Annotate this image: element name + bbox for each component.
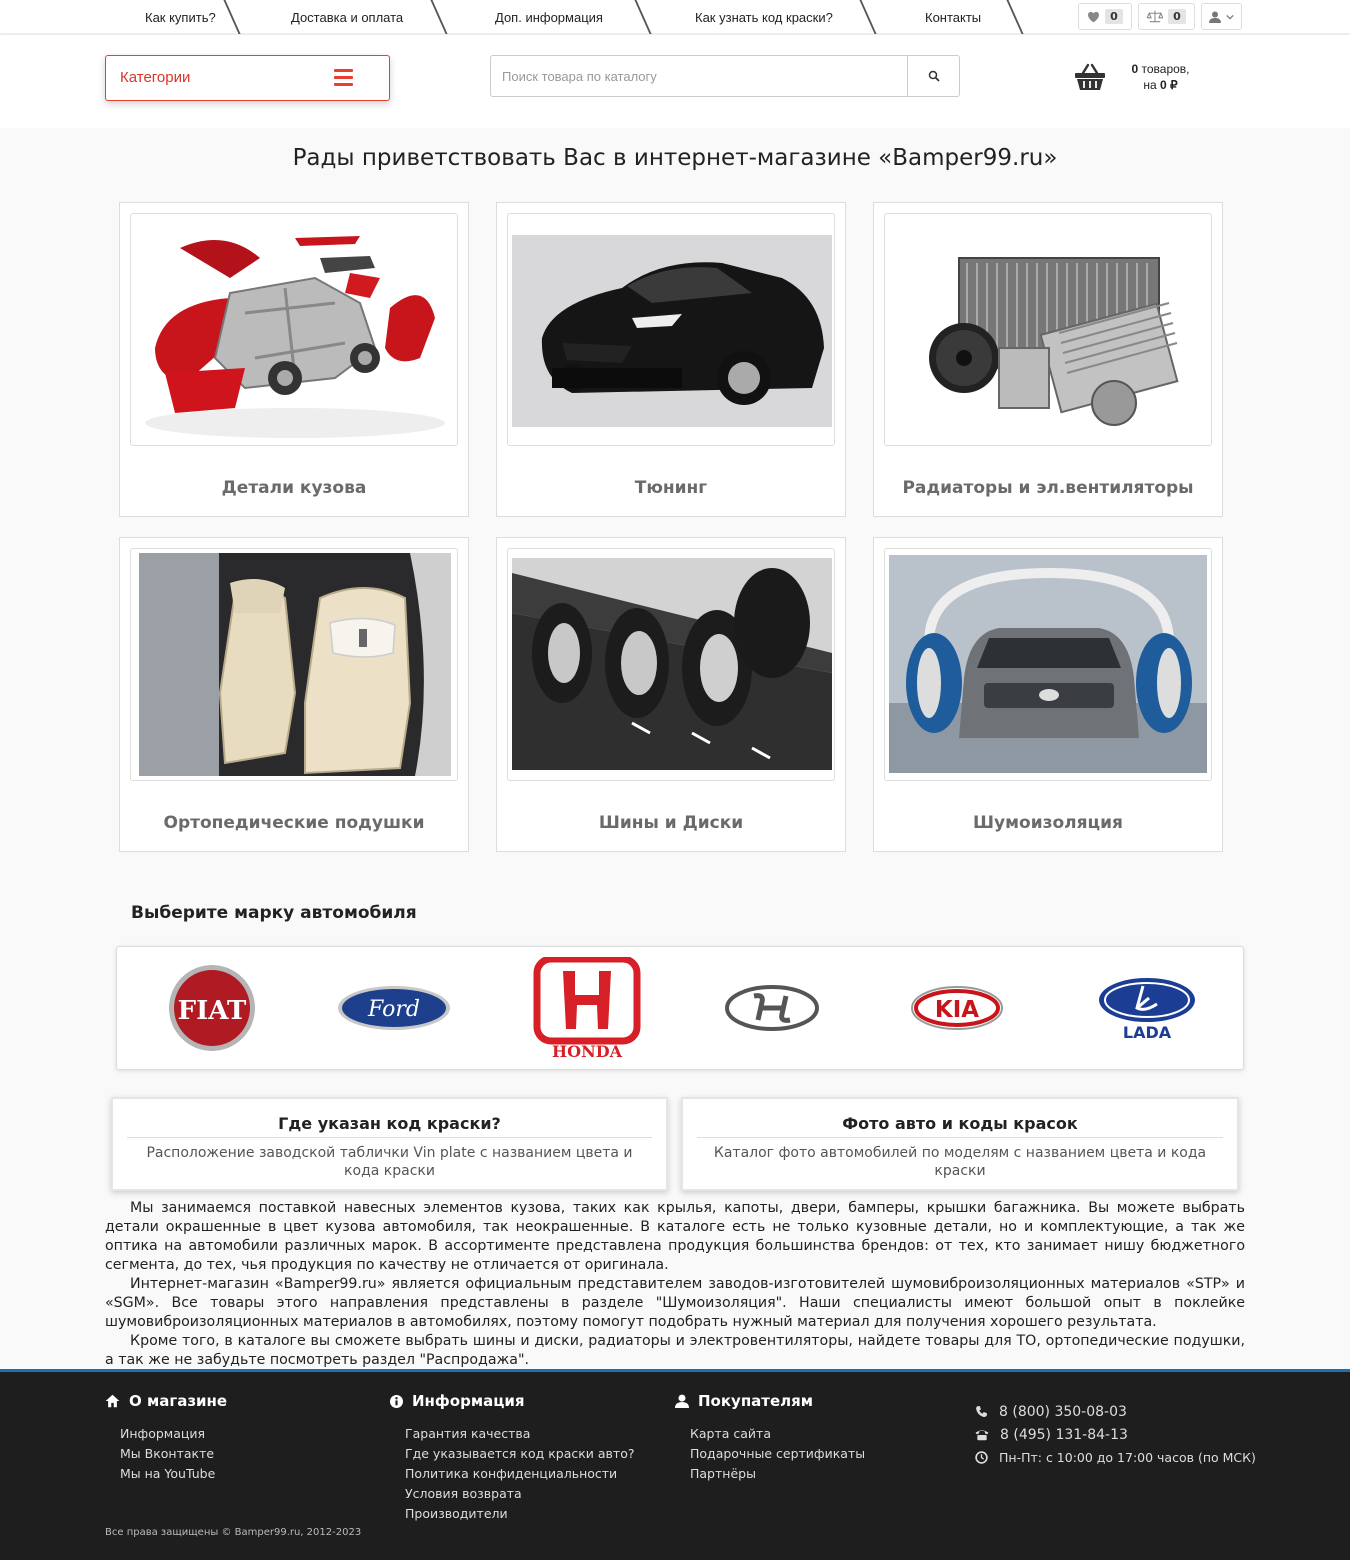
about-paragraph: Мы занимаемся поставкой навесных элементов кузова, таких как крылья, капоты, двери, бамперы, крышки багажника. Вы можете выбрать детали окрашенные в цвет кузова автомобиля, так неокрашенные. В каталоге есть не только кузовные детали, но и комплектующие, а так же оптика на автомобили различных марок. В ассортименте представлена продукция большинства брендов: от тех, кто занимает нишу бюджетного сегмента, до тех, чья продукция по качеству не отличается от оригинала. [105, 1200, 1245, 1273]
category-card-body-parts[interactable] [119, 202, 469, 517]
footer-contacts [975, 1400, 1256, 1469]
nav-separator [1006, 0, 1023, 34]
footer-link[interactable]: Информация [120, 1426, 206, 1441]
footer-column-customers [675, 1392, 865, 1484]
category-label: Шумоизоляция [973, 813, 1123, 833]
cart-summary[interactable] [1118, 61, 1203, 93]
tires-image [507, 548, 835, 781]
footer-link[interactable]: Условия возврата [405, 1486, 522, 1501]
footer-link[interactable]: Мы Вконтакте [120, 1446, 215, 1461]
cart-sum-prefix: на [1143, 78, 1160, 92]
category-card-soundproofing[interactable] [873, 537, 1223, 852]
search-input[interactable] [491, 56, 907, 96]
info-box-title: Где указан код краски? [127, 1114, 652, 1138]
brand-logo-honda[interactable] [527, 947, 647, 1069]
cart-count-suffix: товаров, [1138, 62, 1190, 76]
brand-name: FIAT [177, 996, 247, 1026]
copyright: Все права защищены © Bamper99.ru, 2012-2023 [105, 1527, 362, 1538]
search-form [490, 55, 960, 97]
phone-row [975, 1400, 1256, 1423]
nav-link-delivery[interactable]: Доставка и оплата [291, 10, 404, 25]
footer-column-info [390, 1392, 635, 1524]
clock-icon [975, 1451, 988, 1464]
footer-link[interactable]: Гарантия качества [405, 1426, 531, 1441]
category-label: Шины и Диски [598, 813, 744, 833]
info-box-title: Фото авто и коды красок [697, 1114, 1223, 1138]
brand-logo-ford[interactable] [332, 947, 457, 1069]
cart-sum: 0 ₽ [1159, 78, 1178, 92]
category-card-tuning[interactable] [496, 202, 846, 517]
heart-icon [1087, 11, 1100, 23]
footer-heading: О магазине [129, 1392, 228, 1410]
hours-row [975, 1446, 1256, 1469]
compare-count: 0 [1168, 9, 1186, 24]
site-header [0, 35, 1350, 128]
phone-row [975, 1423, 1256, 1446]
brand-logo-lada[interactable] [1092, 947, 1202, 1069]
nav-link-extra-info[interactable]: Доп. информация [495, 10, 603, 25]
user-menu-button[interactable] [1201, 3, 1242, 30]
footer-link[interactable]: Карта сайта [690, 1426, 771, 1441]
working-hours: Пн-Пт: с 10:00 до 17:00 часов (по МСК) [999, 1450, 1256, 1465]
footer-heading: Покупателям [698, 1392, 814, 1410]
brand-logo-hyundai[interactable] [717, 947, 827, 1069]
nav-separator [223, 0, 240, 34]
nav-link-paint-code[interactable]: Как узнать код краски? [695, 10, 833, 25]
categories-button[interactable] [105, 55, 390, 101]
about-paragraph: Кроме того, в каталоге вы сможете выбрать шины и диски, радиаторы и электровентиляторы, найдете товары для ТО, ортопедические подушки, а так же не забудьте посмотреть раздел "Распродажа". [105, 1333, 1245, 1368]
footer-link[interactable]: Где указывается код краски авто? [405, 1446, 635, 1461]
scales-icon [1147, 10, 1163, 23]
page-title: Рады приветствовать Вас в интернет-магазине «Bamper99.ru» [292, 145, 1058, 171]
home-icon [105, 1394, 120, 1408]
landline-phone-icon [975, 1429, 989, 1441]
nav-link-how-to-buy[interactable]: Как купить? [145, 10, 216, 25]
car-seat-pillows-image [130, 548, 458, 781]
footer-link[interactable]: Политика конфиденциальности [405, 1466, 618, 1481]
search-button[interactable] [907, 56, 959, 96]
brand-name: Ford [368, 997, 420, 1022]
user-icon [675, 1394, 689, 1408]
brands-title: Выберите марку автомобиля [131, 903, 417, 923]
category-label: Детали кузова [221, 478, 367, 498]
user-icon [1209, 11, 1221, 23]
category-card-radiators[interactable] [873, 202, 1223, 517]
nav-separator [634, 0, 651, 34]
footer-column-about [105, 1392, 227, 1484]
phone-number[interactable]: 8 (800) 350-08-03 [999, 1403, 1127, 1420]
nav-separator [859, 0, 876, 34]
brand-name: LADA [1122, 1023, 1172, 1040]
body-parts-image [130, 213, 458, 446]
footer-link[interactable]: Партнёры [690, 1466, 756, 1481]
nav-link-contacts[interactable]: Контакты [925, 10, 982, 25]
soundproofing-car-image [884, 548, 1212, 781]
category-card-tires[interactable] [496, 537, 846, 852]
phone-number[interactable]: 8 (495) 131-84-13 [1000, 1426, 1128, 1443]
search-icon [928, 70, 940, 82]
categories-label: Категории [120, 69, 191, 86]
brand-logo-kia[interactable] [902, 947, 1012, 1069]
info-box-text: Каталог фото автомобилей по моделям с названием цвета и кода краски [713, 1145, 1207, 1179]
brand-name: KIA [934, 997, 980, 1023]
brand-carousel [116, 946, 1244, 1070]
footer-heading: Информация [412, 1392, 525, 1410]
category-card-pillows[interactable] [119, 537, 469, 852]
cart-count: 0 [1131, 62, 1139, 76]
paint-code-location-box[interactable] [111, 1097, 668, 1191]
about-text [105, 1199, 1245, 1370]
about-paragraph: Интернет-магазин «Bamper99.ru» является официальным представителем заводов-изготовителей шумовиброизоляционных материалов «STP» и «SGM». Все товары этого направления представлены в разделе "Шумоизоляция". Наши специалисты имеют большой опыт в поклейке шумовиброизоляционных материалов в автомобилях, поэтому помогут подобрать нужный материал для получения хорошего результата. [105, 1276, 1245, 1330]
brand-logo-fiat[interactable] [157, 947, 267, 1069]
tuning-car-image [507, 213, 835, 446]
category-label: Тюнинг [634, 478, 708, 498]
top-navigation [0, 0, 1350, 34]
nav-separator [430, 0, 447, 34]
wishlist-count: 0 [1105, 9, 1123, 24]
category-label: Радиаторы и эл.вентиляторы [902, 478, 1194, 498]
category-label: Ортопедические подушки [163, 813, 425, 833]
info-box-text: Расположение заводской таблички Vin plate с названием цвета и кода краски [146, 1145, 633, 1179]
info-icon [390, 1395, 403, 1408]
phone-icon [975, 1405, 988, 1418]
footer-link[interactable]: Подарочные сертификаты [690, 1446, 866, 1461]
brand-name: HONDA [552, 1042, 622, 1059]
footer-link[interactable]: Производители [405, 1506, 508, 1521]
chevron-down-icon [1226, 14, 1234, 20]
radiators-image [884, 213, 1212, 446]
compare-button[interactable] [1138, 3, 1195, 30]
shopping-basket-icon[interactable] [1074, 63, 1106, 91]
wishlist-button[interactable] [1078, 3, 1132, 30]
footer-link[interactable]: Мы на YouTube [120, 1466, 216, 1481]
menu-icon [334, 69, 353, 87]
paint-codes-photos-box[interactable] [681, 1097, 1239, 1191]
